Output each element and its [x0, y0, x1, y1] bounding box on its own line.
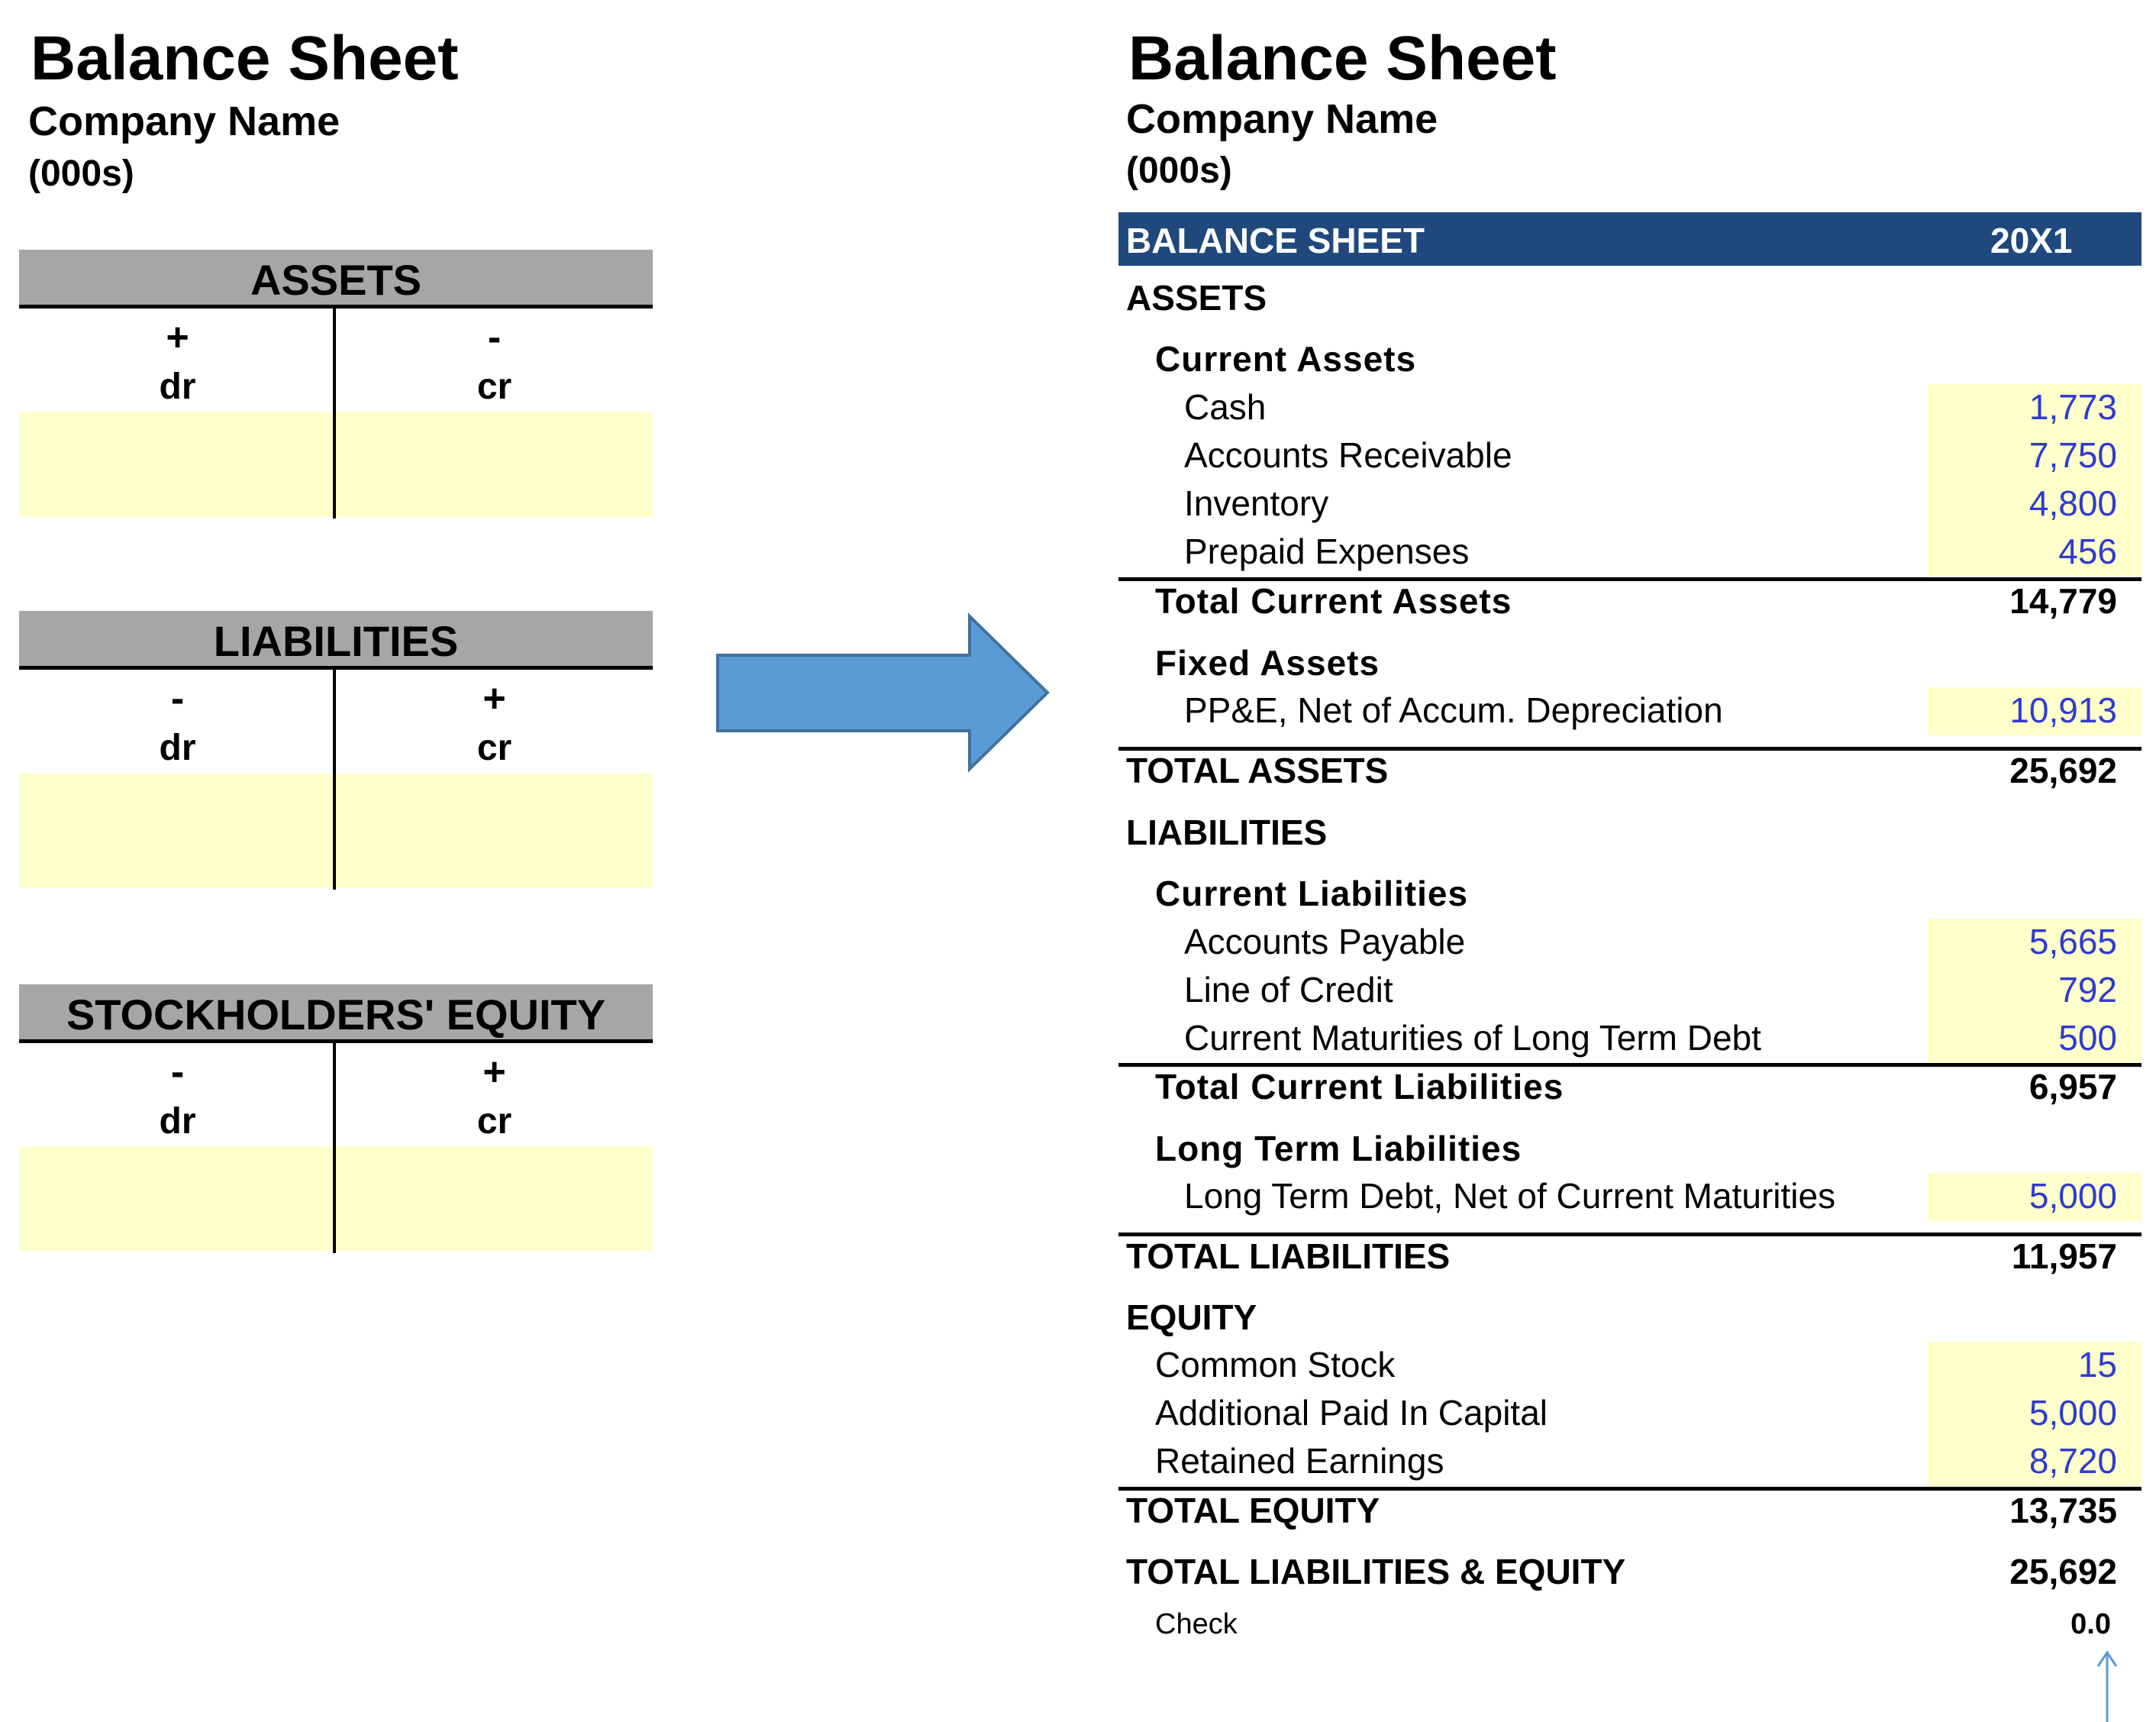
section-liabilities: LIABILITIES: [1126, 813, 1328, 852]
left-units: (000s): [28, 153, 134, 194]
left-title: Balance Sheet: [31, 24, 459, 93]
section-equity: EQUITY: [1126, 1297, 1257, 1337]
header-period: 20X1: [1990, 221, 2073, 260]
line-of-credit-value: 792: [2058, 970, 2117, 1010]
equity-entry-area[interactable]: [19, 1146, 653, 1251]
row-long-term-debt: Long Term Debt, Net of Current Maturities 5,000: [1118, 1173, 2141, 1219]
row-prepaid-expenses: Prepaid Expenses 456: [1118, 528, 2141, 574]
row-retained-earnings: Retained Earnings 8,720: [1118, 1438, 2141, 1484]
row-total-current-assets: Total Current Assets 14,779: [1118, 578, 2141, 624]
subsection-fixed-assets: Fixed Assets: [1155, 643, 1380, 683]
total-liabilities-equity-value: 25,692: [2009, 1552, 2117, 1591]
row-total-current-liabilities: Total Current Liabilities 6,957: [1118, 1064, 2141, 1110]
balance-sheet-header-bar: [1118, 212, 2141, 266]
current-maturities-value: 500: [2058, 1018, 2117, 1058]
equity-cr-label: cr: [476, 1101, 512, 1142]
row-line-of-credit: Line of Credit 792: [1118, 967, 2141, 1013]
equity-dr-label: dr: [159, 1101, 196, 1142]
apic-value: 5,000: [2029, 1393, 2117, 1433]
right-arrow-icon: [710, 607, 1061, 779]
assets-cr-sign: -: [487, 315, 502, 360]
accounts-receivable-value: 7,750: [2029, 435, 2117, 475]
long-term-debt-value: 5,000: [2029, 1176, 2117, 1216]
accounts-payable-value: 5,665: [2029, 922, 2117, 961]
subsection-long-term-liabilities: Long Term Liabilities: [1155, 1129, 1522, 1168]
row-total-liabilities-equity: TOTAL LIABILITIES & EQUITY 25,692: [1118, 1549, 2141, 1594]
row-common-stock: Common Stock 15: [1118, 1342, 2141, 1388]
assets-t-divider: [333, 309, 336, 519]
row-total-equity: TOTAL EQUITY 13,735: [1118, 1488, 2141, 1533]
row-accounts-receivable: Accounts Receivable 7,750: [1118, 432, 2141, 478]
check-value: 0.0: [2070, 1608, 2111, 1640]
liabilities-dr-label: dr: [159, 728, 196, 768]
taccount-assets-header: ASSETS: [19, 250, 653, 309]
row-cash: Cash 1,773: [1118, 384, 2141, 430]
ppe-value: 10,913: [2009, 690, 2117, 730]
taccount-equity-header: STOCKHOLDERS' EQUITY: [19, 984, 653, 1043]
assets-dr-sign: +: [166, 315, 189, 360]
row-apic: Additional Paid In Capital 5,000: [1118, 1390, 2141, 1436]
total-equity-value: 13,735: [2009, 1491, 2117, 1530]
subsection-current-assets: Current Assets: [1155, 339, 1417, 379]
row-total-assets: TOTAL ASSETS 25,692: [1118, 748, 2141, 793]
retained-earnings-value: 8,720: [2029, 1441, 2117, 1481]
total-liabilities-value: 11,957: [2011, 1236, 2117, 1276]
equity-cr-sign: +: [483, 1050, 506, 1094]
liabilities-cr-sign: +: [483, 677, 506, 721]
prepaid-expenses-value: 456: [2058, 531, 2117, 571]
inventory-value: 4,800: [2029, 483, 2117, 523]
assets-cr-label: cr: [476, 367, 512, 407]
up-arrow-icon: [2092, 1648, 2122, 1722]
subsection-current-liabilities: Current Liabilities: [1155, 874, 1469, 913]
taccount-liabilities: [19, 611, 653, 890]
liabilities-t-divider: [333, 670, 336, 890]
common-stock-value: 15: [2077, 1345, 2117, 1384]
equity-t-divider: [333, 1043, 336, 1253]
left-company-name: Company Name: [28, 99, 341, 144]
total-current-liabilities-value: 6,957: [2029, 1067, 2117, 1107]
row-accounts-payable: Accounts Payable 5,665: [1118, 919, 2141, 964]
right-units: (000s): [1126, 150, 1232, 191]
row-total-liabilities: TOTAL LIABILITIES 11,957: [1118, 1233, 2141, 1279]
liabilities-entry-area[interactable]: [19, 774, 653, 888]
cash-value: 1,773: [2029, 387, 2117, 427]
total-current-assets-value: 14,779: [2009, 581, 2117, 621]
right-company-name: Company Name: [1126, 96, 1438, 142]
equity-dr-sign: -: [170, 1050, 185, 1094]
row-inventory: Inventory 4,800: [1118, 480, 2141, 526]
total-assets-value: 25,692: [2009, 751, 2117, 790]
taccount-assets: [19, 250, 653, 519]
row-check: Check 0.0: [1118, 1601, 2141, 1647]
row-current-maturities: Current Maturities of Long Term Debt 500: [1118, 1015, 2141, 1061]
liabilities-dr-sign: -: [170, 677, 185, 721]
taccount-liabilities-header: LIABILITIES: [19, 611, 653, 670]
liabilities-cr-label: cr: [476, 728, 512, 768]
row-ppe: PP&E, Net of Accum. Depreciation 10,913: [1118, 687, 2141, 733]
header-label: BALANCE SHEET: [1126, 221, 1425, 260]
assets-dr-label: dr: [159, 367, 196, 407]
taccount-stockholders-equity: [19, 984, 653, 1253]
right-title: Balance Sheet: [1128, 24, 1557, 93]
assets-entry-area[interactable]: [19, 412, 653, 517]
section-assets: ASSETS: [1126, 278, 1267, 318]
